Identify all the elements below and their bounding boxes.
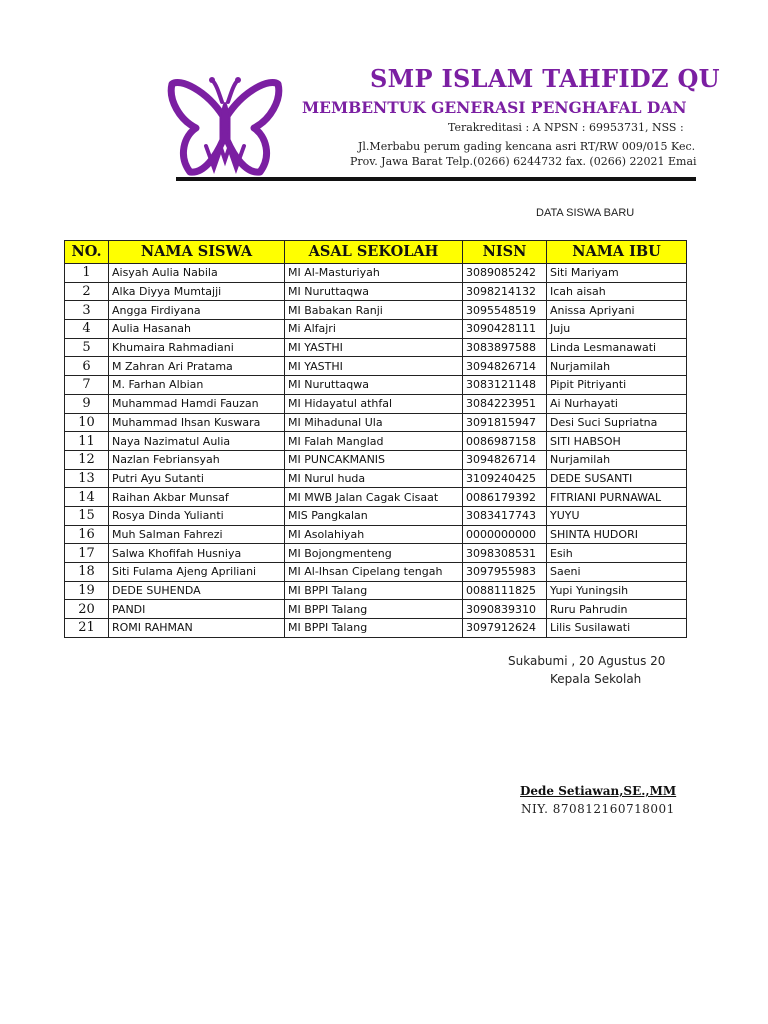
cell-nisn: 3083897588 — [463, 338, 547, 357]
cell-no: 18 — [65, 563, 109, 582]
cell-no: 12 — [65, 450, 109, 469]
cell-mother-name: Ruru Pahrudin — [547, 600, 687, 619]
cell-nisn: 3094826714 — [463, 450, 547, 469]
cell-student-name: Muhammad Ihsan Kuswara — [109, 413, 285, 432]
cell-no: 14 — [65, 488, 109, 507]
cell-mother-name: Esih — [547, 544, 687, 563]
student-table — [64, 240, 687, 638]
cell-mother-name: Saeni — [547, 563, 687, 582]
cell-nisn: 3094826714 — [463, 357, 547, 376]
cell-student-name: Muhammad Hamdi Fauzan — [109, 394, 285, 413]
cell-student-name: Putri Ayu Sutanti — [109, 469, 285, 488]
cell-origin-school: MI Nuruttaqwa — [285, 282, 463, 301]
cell-mother-name: Linda Lesmanawati — [547, 338, 687, 357]
cell-no: 2 — [65, 282, 109, 301]
cell-mother-name: Siti Mariyam — [547, 264, 687, 283]
cell-mother-name: SITI HABSOH — [547, 432, 687, 451]
table-row — [65, 488, 687, 507]
cell-origin-school: MI PUNCAKMANIS — [285, 450, 463, 469]
cell-student-name: Salwa Khofifah Husniya — [109, 544, 285, 563]
table-row — [65, 581, 687, 600]
letterhead-divider — [176, 177, 696, 181]
cell-origin-school: MI Asolahiyah — [285, 525, 463, 544]
table-row — [65, 413, 687, 432]
header-student-name: NAMA SISWA — [109, 241, 285, 264]
cell-mother-name: Nurjamilah — [547, 450, 687, 469]
cell-origin-school: MI Nurul huda — [285, 469, 463, 488]
cell-no: 10 — [65, 413, 109, 432]
table-row — [65, 619, 687, 638]
cell-nisn: 3095548519 — [463, 301, 547, 320]
cell-origin-school: MI BPPI Talang — [285, 600, 463, 619]
accreditation-line: Terakreditasi : A NPSN : 69953731, NSS : — [448, 121, 684, 134]
cell-no: 21 — [65, 619, 109, 638]
document-title: DATA SISWA BARU — [536, 207, 635, 219]
cell-student-name: Nazlan Febriansyah — [109, 450, 285, 469]
school-tagline: MEMBENTUK GENERASI PENGHAFAL DAN — [302, 98, 687, 117]
table-row — [65, 525, 687, 544]
signer-role: Kepala Sekolah — [550, 672, 642, 686]
cell-no: 3 — [65, 301, 109, 320]
cell-nisn: 3097955983 — [463, 563, 547, 582]
cell-student-name: PANDI — [109, 600, 285, 619]
table-body — [65, 264, 687, 638]
cell-student-name: Siti Fulama Ajeng Apriliani — [109, 563, 285, 582]
cell-origin-school: MIS Pangkalan — [285, 506, 463, 525]
cell-nisn: 3083417743 — [463, 506, 547, 525]
cell-nisn: 0086987158 — [463, 432, 547, 451]
cell-student-name: Khumaira Rahmadiani — [109, 338, 285, 357]
cell-nisn: 3084223951 — [463, 394, 547, 413]
table-row — [65, 357, 687, 376]
signer-name: Dede Setiawan,SE.,MM — [520, 784, 677, 798]
cell-student-name: Angga Firdiyana — [109, 301, 285, 320]
cell-student-name: Naya Nazimatul Aulia — [109, 432, 285, 451]
cell-student-name: ROMI RAHMAN — [109, 619, 285, 638]
cell-origin-school: MI Nuruttaqwa — [285, 376, 463, 395]
table-row — [65, 320, 687, 339]
contact-line: Prov. Jawa Barat Telp.(0266) 6244732 fax. (0266) 22021 Emai — [350, 155, 697, 168]
cell-no: 16 — [65, 525, 109, 544]
cell-student-name: Alka Diyya Mumtajji — [109, 282, 285, 301]
cell-nisn: 3090428111 — [463, 320, 547, 339]
cell-no: 6 — [65, 357, 109, 376]
header-nisn: NISN — [463, 241, 547, 264]
cell-student-name: M Zahran Ari Pratama — [109, 357, 285, 376]
cell-mother-name: Yupi Yuningsih — [547, 581, 687, 600]
cell-no: 19 — [65, 581, 109, 600]
cell-mother-name: Icah aisah — [547, 282, 687, 301]
cell-no: 17 — [65, 544, 109, 563]
cell-nisn: 3098308531 — [463, 544, 547, 563]
table-row — [65, 301, 687, 320]
cell-nisn: 3109240425 — [463, 469, 547, 488]
header-origin-school: ASAL SEKOLAH — [285, 241, 463, 264]
signer-niy: NIY. 870812160718001 — [521, 802, 675, 816]
cell-origin-school: MI Hidayatul athfal — [285, 394, 463, 413]
cell-student-name: Aisyah Aulia Nabila — [109, 264, 285, 283]
cell-origin-school: MI Al-Ihsan Cipelang tengah — [285, 563, 463, 582]
cell-mother-name: YUYU — [547, 506, 687, 525]
cell-nisn: 3090839310 — [463, 600, 547, 619]
school-name: SMP ISLAM TAHFIDZ QU — [370, 64, 720, 93]
cell-no: 5 — [65, 338, 109, 357]
cell-no: 7 — [65, 376, 109, 395]
cell-origin-school: MI BPPI Talang — [285, 581, 463, 600]
cell-no: 15 — [65, 506, 109, 525]
cell-nisn: 3091815947 — [463, 413, 547, 432]
cell-origin-school: Mi Alfajri — [285, 320, 463, 339]
cell-origin-school: MI YASTHI — [285, 357, 463, 376]
cell-student-name: M. Farhan Albian — [109, 376, 285, 395]
table-row — [65, 338, 687, 357]
cell-origin-school: MI Babakan Ranji — [285, 301, 463, 320]
table-row — [65, 506, 687, 525]
cell-no: 9 — [65, 394, 109, 413]
cell-no: 11 — [65, 432, 109, 451]
cell-mother-name: Ai Nurhayati — [547, 394, 687, 413]
table-row — [65, 469, 687, 488]
table-row — [65, 544, 687, 563]
cell-mother-name: FITRIANI PURNAWAL — [547, 488, 687, 507]
header-no: NO. — [65, 241, 109, 264]
cell-no: 4 — [65, 320, 109, 339]
cell-origin-school: MI BPPI Talang — [285, 619, 463, 638]
table-row — [65, 450, 687, 469]
cell-mother-name: Pipit Pitriyanti — [547, 376, 687, 395]
table-row — [65, 600, 687, 619]
cell-origin-school: MI MWB Jalan Cagak Cisaat — [285, 488, 463, 507]
cell-nisn: 0000000000 — [463, 525, 547, 544]
cell-mother-name: Nurjamilah — [547, 357, 687, 376]
cell-nisn: 3097912624 — [463, 619, 547, 638]
cell-no: 13 — [65, 469, 109, 488]
table-row — [65, 563, 687, 582]
cell-student-name: Aulia Hasanah — [109, 320, 285, 339]
cell-nisn: 0086179392 — [463, 488, 547, 507]
cell-origin-school: MI Mihadunal Ula — [285, 413, 463, 432]
cell-mother-name: Lilis Susilawati — [547, 619, 687, 638]
cell-nisn: 3083121148 — [463, 376, 547, 395]
cell-nisn: 0088111825 — [463, 581, 547, 600]
cell-mother-name: Desi Suci Supriatna — [547, 413, 687, 432]
cell-student-name: Muh Salman Fahrezi — [109, 525, 285, 544]
table-row — [65, 394, 687, 413]
butterfly-logo-icon — [166, 76, 284, 178]
table-header-row — [65, 241, 687, 264]
place-date: Sukabumi , 20 Agustus 20 — [508, 654, 666, 668]
address-line: Jl.Merbabu perum gading kencana asri RT/RW 009/015 Kec. — [358, 140, 696, 153]
cell-mother-name: DEDE SUSANTI — [547, 469, 687, 488]
table-row — [65, 282, 687, 301]
header-mother-name: NAMA IBU — [547, 241, 687, 264]
cell-origin-school: MI Falah Manglad — [285, 432, 463, 451]
cell-student-name: Rosya Dinda Yulianti — [109, 506, 285, 525]
cell-origin-school: MI Bojongmenteng — [285, 544, 463, 563]
table-row — [65, 264, 687, 283]
cell-mother-name: SHINTA HUDORI — [547, 525, 687, 544]
table-row — [65, 376, 687, 395]
table-row — [65, 432, 687, 451]
cell-no: 1 — [65, 264, 109, 283]
cell-no: 20 — [65, 600, 109, 619]
cell-student-name: DEDE SUHENDA — [109, 581, 285, 600]
cell-mother-name: Juju — [547, 320, 687, 339]
cell-mother-name: Anissa Apriyani — [547, 301, 687, 320]
cell-nisn: 3098214132 — [463, 282, 547, 301]
cell-origin-school: MI Al-Masturiyah — [285, 264, 463, 283]
cell-origin-school: MI YASTHI — [285, 338, 463, 357]
cell-nisn: 3089085242 — [463, 264, 547, 283]
cell-student-name: Raihan Akbar Munsaf — [109, 488, 285, 507]
